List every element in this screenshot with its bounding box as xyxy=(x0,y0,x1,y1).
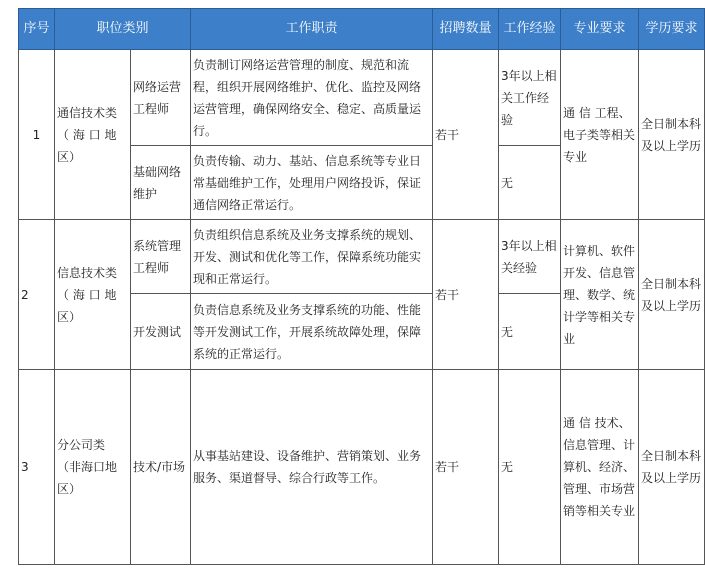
position-title: 技术/市场 xyxy=(131,370,191,565)
table-row xyxy=(19,50,705,146)
major-requirement: 计算机、软件开发、信息管理、数学、统计学等相关专业 xyxy=(561,220,639,370)
job-category: 信息技术类（ 海 口 地区） xyxy=(55,220,131,370)
position-title: 基础网络维护 xyxy=(131,146,191,220)
work-experience: 无 xyxy=(499,294,561,370)
position-title: 网络运营工程师 xyxy=(131,50,191,146)
major-requirement: 通 信 技术、信息管理、计算机、经济、管理、市场营销等相关专业 xyxy=(561,370,639,565)
hire-count: 若干 xyxy=(433,50,499,220)
recruitment-table xyxy=(18,8,705,565)
row-number: 1 xyxy=(19,50,55,220)
major-requirement: 通 信 工程、电子类等相关专业 xyxy=(561,50,639,220)
degree-requirement: 全日制本科及以上学历 xyxy=(639,50,705,220)
hire-count: 若干 xyxy=(433,370,499,565)
table-row xyxy=(19,220,705,294)
job-duty: 从事基站建设、设备维护、营销策划、业务服务、渠道督导、综合行政等工作。 xyxy=(191,370,433,565)
header-degree: 学历要求 xyxy=(639,9,705,50)
header-duty: 工作职责 xyxy=(191,9,433,50)
job-duty: 负责制订网络运营管理的制度、规范和流程，组织开展网络维护、优化、监控及网络运营管理，确保网络安全、稳定、高质量运行。 xyxy=(191,50,433,146)
header-category: 职位类别 xyxy=(55,9,191,50)
work-experience: 3年以上相关工作经验 xyxy=(499,50,561,146)
header-count: 招聘数量 xyxy=(433,9,499,50)
job-category: 通信技术类（ 海 口 地区） xyxy=(55,50,131,220)
position-title: 开发测试 xyxy=(131,294,191,370)
job-duty: 负责组织信息系统及业务支撑系统的规划、开发、测试和优化等工作，保障系统功能实现和正常运行。 xyxy=(191,220,433,294)
recruitment-table-container xyxy=(18,8,702,576)
job-duty: 负责信息系统及业务支撑系统的功能、性能等开发测试工作，开展系统故障处理，保障系统的正常运行。 xyxy=(191,294,433,370)
header-row xyxy=(19,9,705,50)
job-duty: 负责传输、动力、基站、信息系统等专业日常基础维护工作，处理用户网络投诉，保证通信网络正常运行。 xyxy=(191,146,433,220)
row-number: 2 xyxy=(19,220,55,370)
position-title: 系统管理工程师 xyxy=(131,220,191,294)
degree-requirement: 全日制本科及以上学历 xyxy=(639,220,705,370)
work-experience: 无 xyxy=(499,146,561,220)
work-experience: 无 xyxy=(499,370,561,565)
hire-count: 若干 xyxy=(433,220,499,370)
row-number: 3 xyxy=(19,370,55,565)
header-experience: 工作经验 xyxy=(499,9,561,50)
job-category: 分公司类（非海口地区） xyxy=(55,370,131,565)
work-experience: 3年以上相关经验 xyxy=(499,220,561,294)
table-row xyxy=(19,370,705,565)
degree-requirement: 全日制本科及以上学历 xyxy=(639,370,705,565)
header-no: 序号 xyxy=(19,9,55,50)
header-major: 专业要求 xyxy=(561,9,639,50)
